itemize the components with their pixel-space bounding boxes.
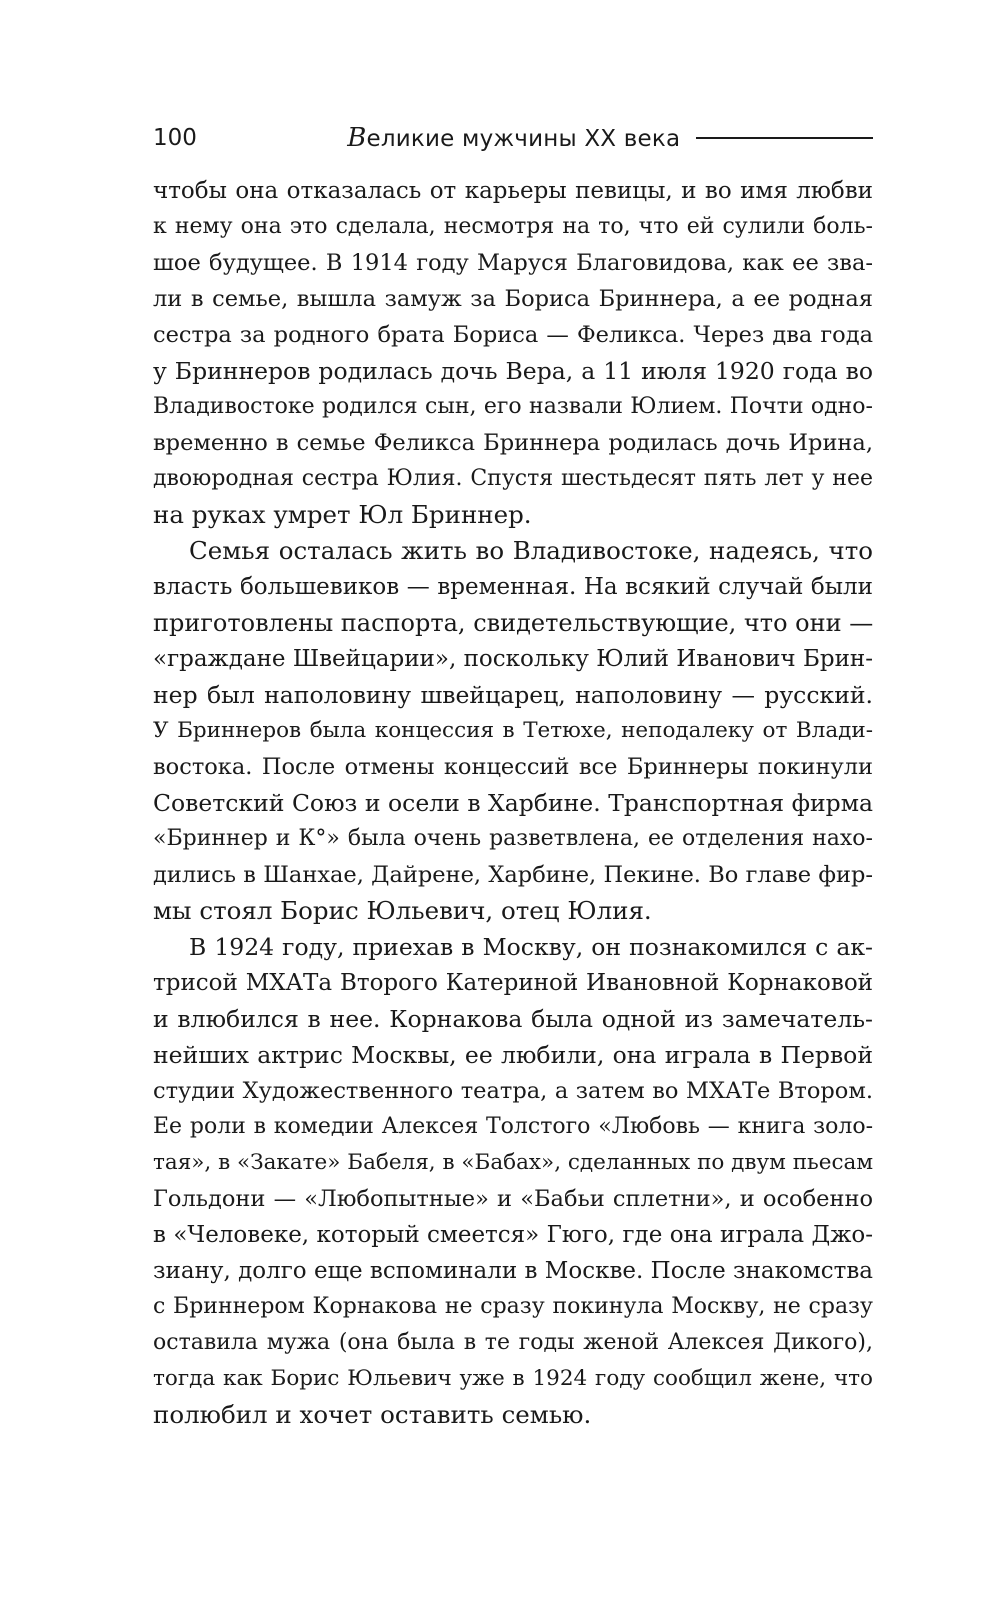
text-line: приготовлены паспорта, свидетельствующие, что они — xyxy=(153,609,874,637)
running-title-initial: В xyxy=(347,123,367,153)
text-line: тая», в «Закате» Бабеля, в «Бабах», сделанных по двум пьесам xyxy=(153,1150,874,1175)
text-line: с Бриннером Корнакова не сразу покинула Москву, не сразу xyxy=(153,1294,873,1319)
text-line: власть большевиков — временная. На всякий случай были xyxy=(153,574,873,600)
text-line: временно в семье Феликса Бриннера родилась дочь Ирина, xyxy=(153,430,873,456)
text-line: студии Художественного театра, а затем во МХАТе Втором. xyxy=(153,1078,873,1104)
text-line: у Бриннеров родилась дочь Вера, а 11 июля 1920 года во xyxy=(153,357,873,385)
text-line: на руках умрет Юл Бриннер. xyxy=(153,500,532,529)
text-line: нер был наполовину швейцарец, наполовину — русский. xyxy=(153,681,873,709)
text-line: двоюродная сестра Юлия. Спустя шестьдесят пять лет у нее xyxy=(153,466,873,491)
text-line: ли в семье, вышла замуж за Бориса Бриннера, а ее родная xyxy=(153,286,873,312)
text-line: в «Человеке, который смеется» Гюго, где она играла Джо- xyxy=(153,1222,873,1248)
body-text xyxy=(153,173,873,1433)
text-line: Ее роли в комедии Алексея Толстого «Любовь — книга золо- xyxy=(153,1114,873,1139)
text-line: нейших актрис Москвы, ее любили, она играла в Первой xyxy=(153,1041,873,1069)
text-line: к нему она это сделала, несмотря на то, что ей сулили боль- xyxy=(153,214,873,239)
paragraph-1 xyxy=(153,173,873,533)
paragraph-3 xyxy=(153,929,873,1433)
text-line: Советский Союз и осели в Харбине. Транспортная фирма xyxy=(153,789,873,817)
text-line: сестра за родного брата Бориса — Феликса. Через два года xyxy=(153,322,873,348)
text-line: «граждане Швейцарии», поскольку Юлий Иванович Брин- xyxy=(153,646,873,672)
text-line: «Бриннер и К°» была очень разветвлена, ее отделения нахо- xyxy=(153,826,873,851)
header-rule xyxy=(696,137,873,139)
text-line: мы стоял Борис Юльевич, отец Юлия. xyxy=(153,896,652,925)
text-line: дились в Шанхае, Дайрене, Харбине, Пекине. Во главе фир- xyxy=(153,862,873,888)
text-line: и влюбился в нее. Корнакова была одной из замечатель- xyxy=(153,1005,873,1033)
paragraph-2 xyxy=(153,533,873,929)
page-header xyxy=(153,118,873,158)
text-line: шое будущее. В 1914 году Маруся Благовидова, как ее зва- xyxy=(153,250,873,276)
text-line: Гольдони — «Любопытные» и «Бабьи сплетни», и особенно xyxy=(153,1186,873,1212)
text-line: чтобы она отказалась от карьеры певицы, и во имя любви xyxy=(153,178,873,204)
text-line: Владивостоке родился сын, его назвали Юлием. Почти одно- xyxy=(153,394,873,419)
text-line: зиану, долго еще вспоминали в Москве. После знакомства xyxy=(153,1258,873,1284)
running-title-text: еликие мужчины XX века xyxy=(366,126,681,152)
text-line: У Бриннеров была концессия в Тетюхе, неподалеку от Влади- xyxy=(153,718,873,743)
text-line: востока. После отмены концессий все Бриннеры покинули xyxy=(153,754,873,780)
text-line: трисой МХАТа Второго Катериной Ивановной Корнаковой xyxy=(153,970,873,996)
text-line: Семья осталась жить во Владивостоке, надеясь, что xyxy=(189,536,873,565)
text-line: оставила мужа (она была в те годы женой Алексея Дикого), xyxy=(153,1330,873,1355)
text-line: В 1924 году, приехав в Москву, он познакомился с ак- xyxy=(189,933,873,961)
text-line: полюбил и хочет оставить семью. xyxy=(153,1400,592,1429)
page-number: 100 xyxy=(153,125,197,151)
text-line: тогда как Борис Юльевич уже в 1924 году сообщил жене, что xyxy=(153,1366,873,1391)
running-title xyxy=(347,123,680,153)
